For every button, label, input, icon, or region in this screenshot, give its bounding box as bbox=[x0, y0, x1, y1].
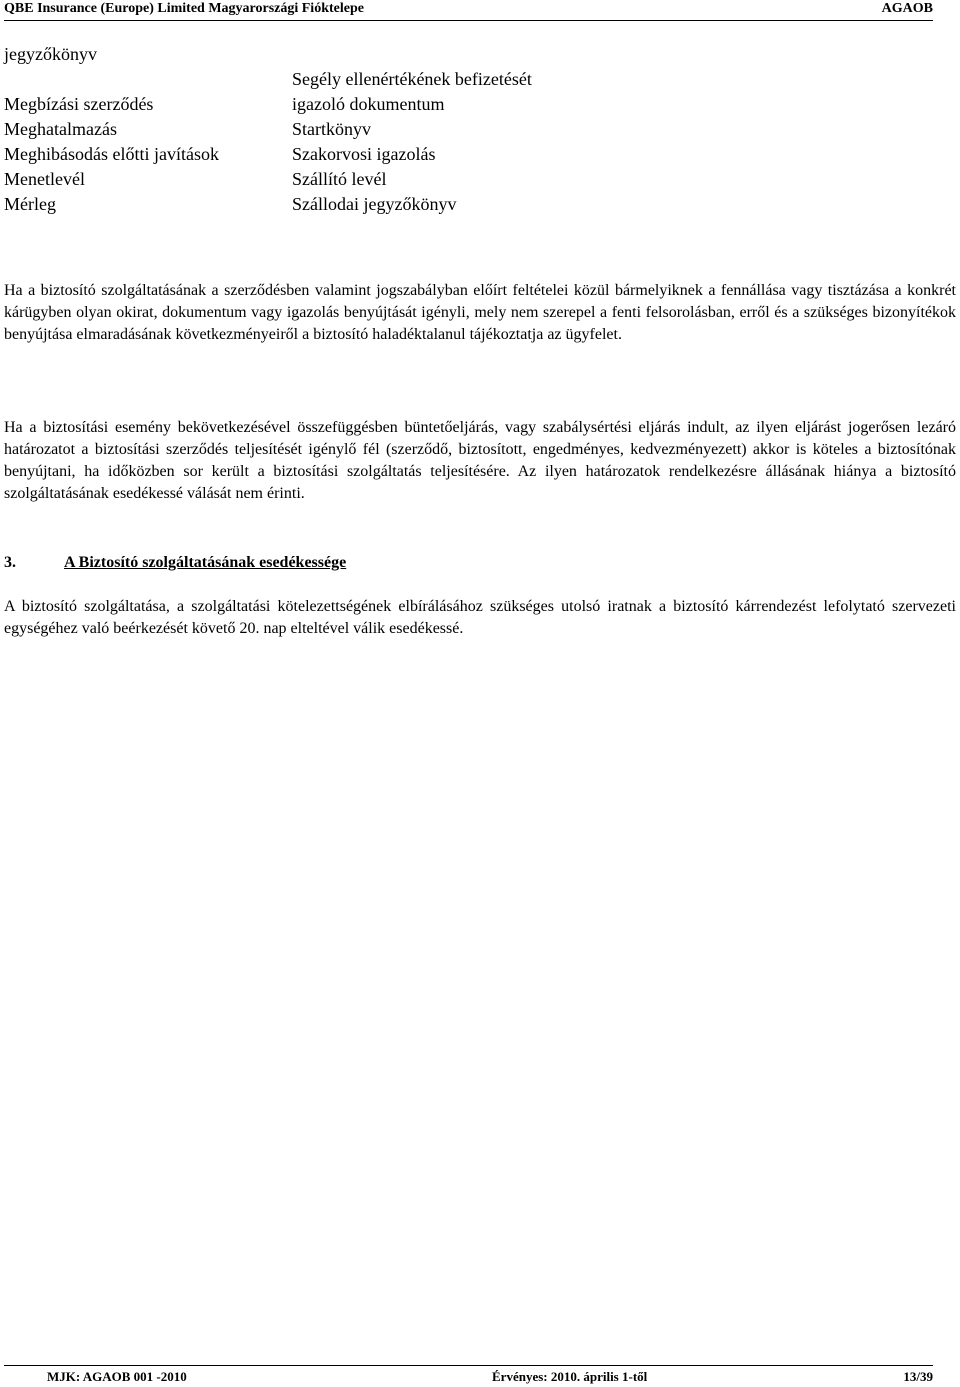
page-number: 13/39 bbox=[903, 1369, 933, 1384]
list-item: Szakorvosi igazolás bbox=[292, 144, 436, 164]
paragraph-missing-documents: Ha a biztosító szolgáltatásának a szerződésben valamint jogszabályban előírt feltételei közül bármelyiknek a fennállása vagy tisztázása a konkrét kárügyben olyan okirat, dokumentum vagy igazolás benyújtását igényli, mely nem szerepel a fenti felsorolásban, erről és a szükséges bizonyítékok benyújtása elmaradásának következményeiről a biztosító haladéktalanul tájékoztatja az ügyfelet. bbox=[4, 282, 956, 343]
paragraph-criminal-proceedings: Ha a biztosítási esemény bekövetkezésével összefüggésben büntetőeljárás, vagy szabálysértési eljárás indult, az ilyen eljárást jogerősen lezáró határozatot a biztosítási szerződés teljesítését igénylő fél (szerződő, biztosított, engedményes, kedvezményezett) akkor is köteles a biztosítónak benyújtani, ha időközben sor került a biztosítási szolgáltatás teljesítésére. Az ilyen határozatok rendelkezésre állásának hiánya a biztosító szolgáltatásának esedékessé válását nem érinti. bbox=[4, 419, 956, 502]
list-item: Mérleg bbox=[4, 194, 56, 214]
list-gap bbox=[4, 67, 219, 92]
list-item: jegyzőkönyv bbox=[4, 44, 97, 64]
valid-from: Érvényes: 2010. április 1-től bbox=[492, 1369, 648, 1384]
section-number: 3. bbox=[4, 554, 16, 571]
paragraph-due-date: A biztosító szolgáltatása, a szolgáltatási kötelezettségének elbírálásához szükséges utolsó iratnak a biztosító kárrendezést lefolytató szervezeti egységéhez való beérkezését követő 20. nap elteltével válik esedékessé. bbox=[4, 598, 956, 637]
list-item: Startkönyv bbox=[292, 119, 371, 139]
list-item: Menetlevél bbox=[4, 169, 85, 189]
company-name: QBE Insurance (Europe) Limited Magyarországi Fióktelepe bbox=[4, 1, 364, 16]
section-title: A Biztosító szolgáltatásának esedékessége bbox=[64, 554, 347, 571]
list-item: Segély ellenértékének befizetését bbox=[292, 69, 532, 89]
list-item: igazoló dokumentum bbox=[292, 94, 445, 114]
list-item: Meghibásodás előtti javítások bbox=[4, 144, 219, 164]
page-header bbox=[4, 0, 933, 21]
document-list-left bbox=[4, 42, 219, 217]
list-item: Meghatalmazás bbox=[4, 119, 117, 139]
list-item: Megbízási szerződés bbox=[4, 94, 154, 114]
page-footer bbox=[4, 1365, 933, 1386]
document-id: MJK: AGAOB 001 -2010 bbox=[47, 1369, 187, 1384]
document-code: AGAOB bbox=[881, 1, 933, 16]
document-list-right bbox=[292, 67, 532, 217]
list-item: Szállodai jegyzőkönyv bbox=[292, 194, 457, 214]
section-heading bbox=[4, 552, 346, 574]
list-item: Szállító levél bbox=[292, 169, 387, 189]
